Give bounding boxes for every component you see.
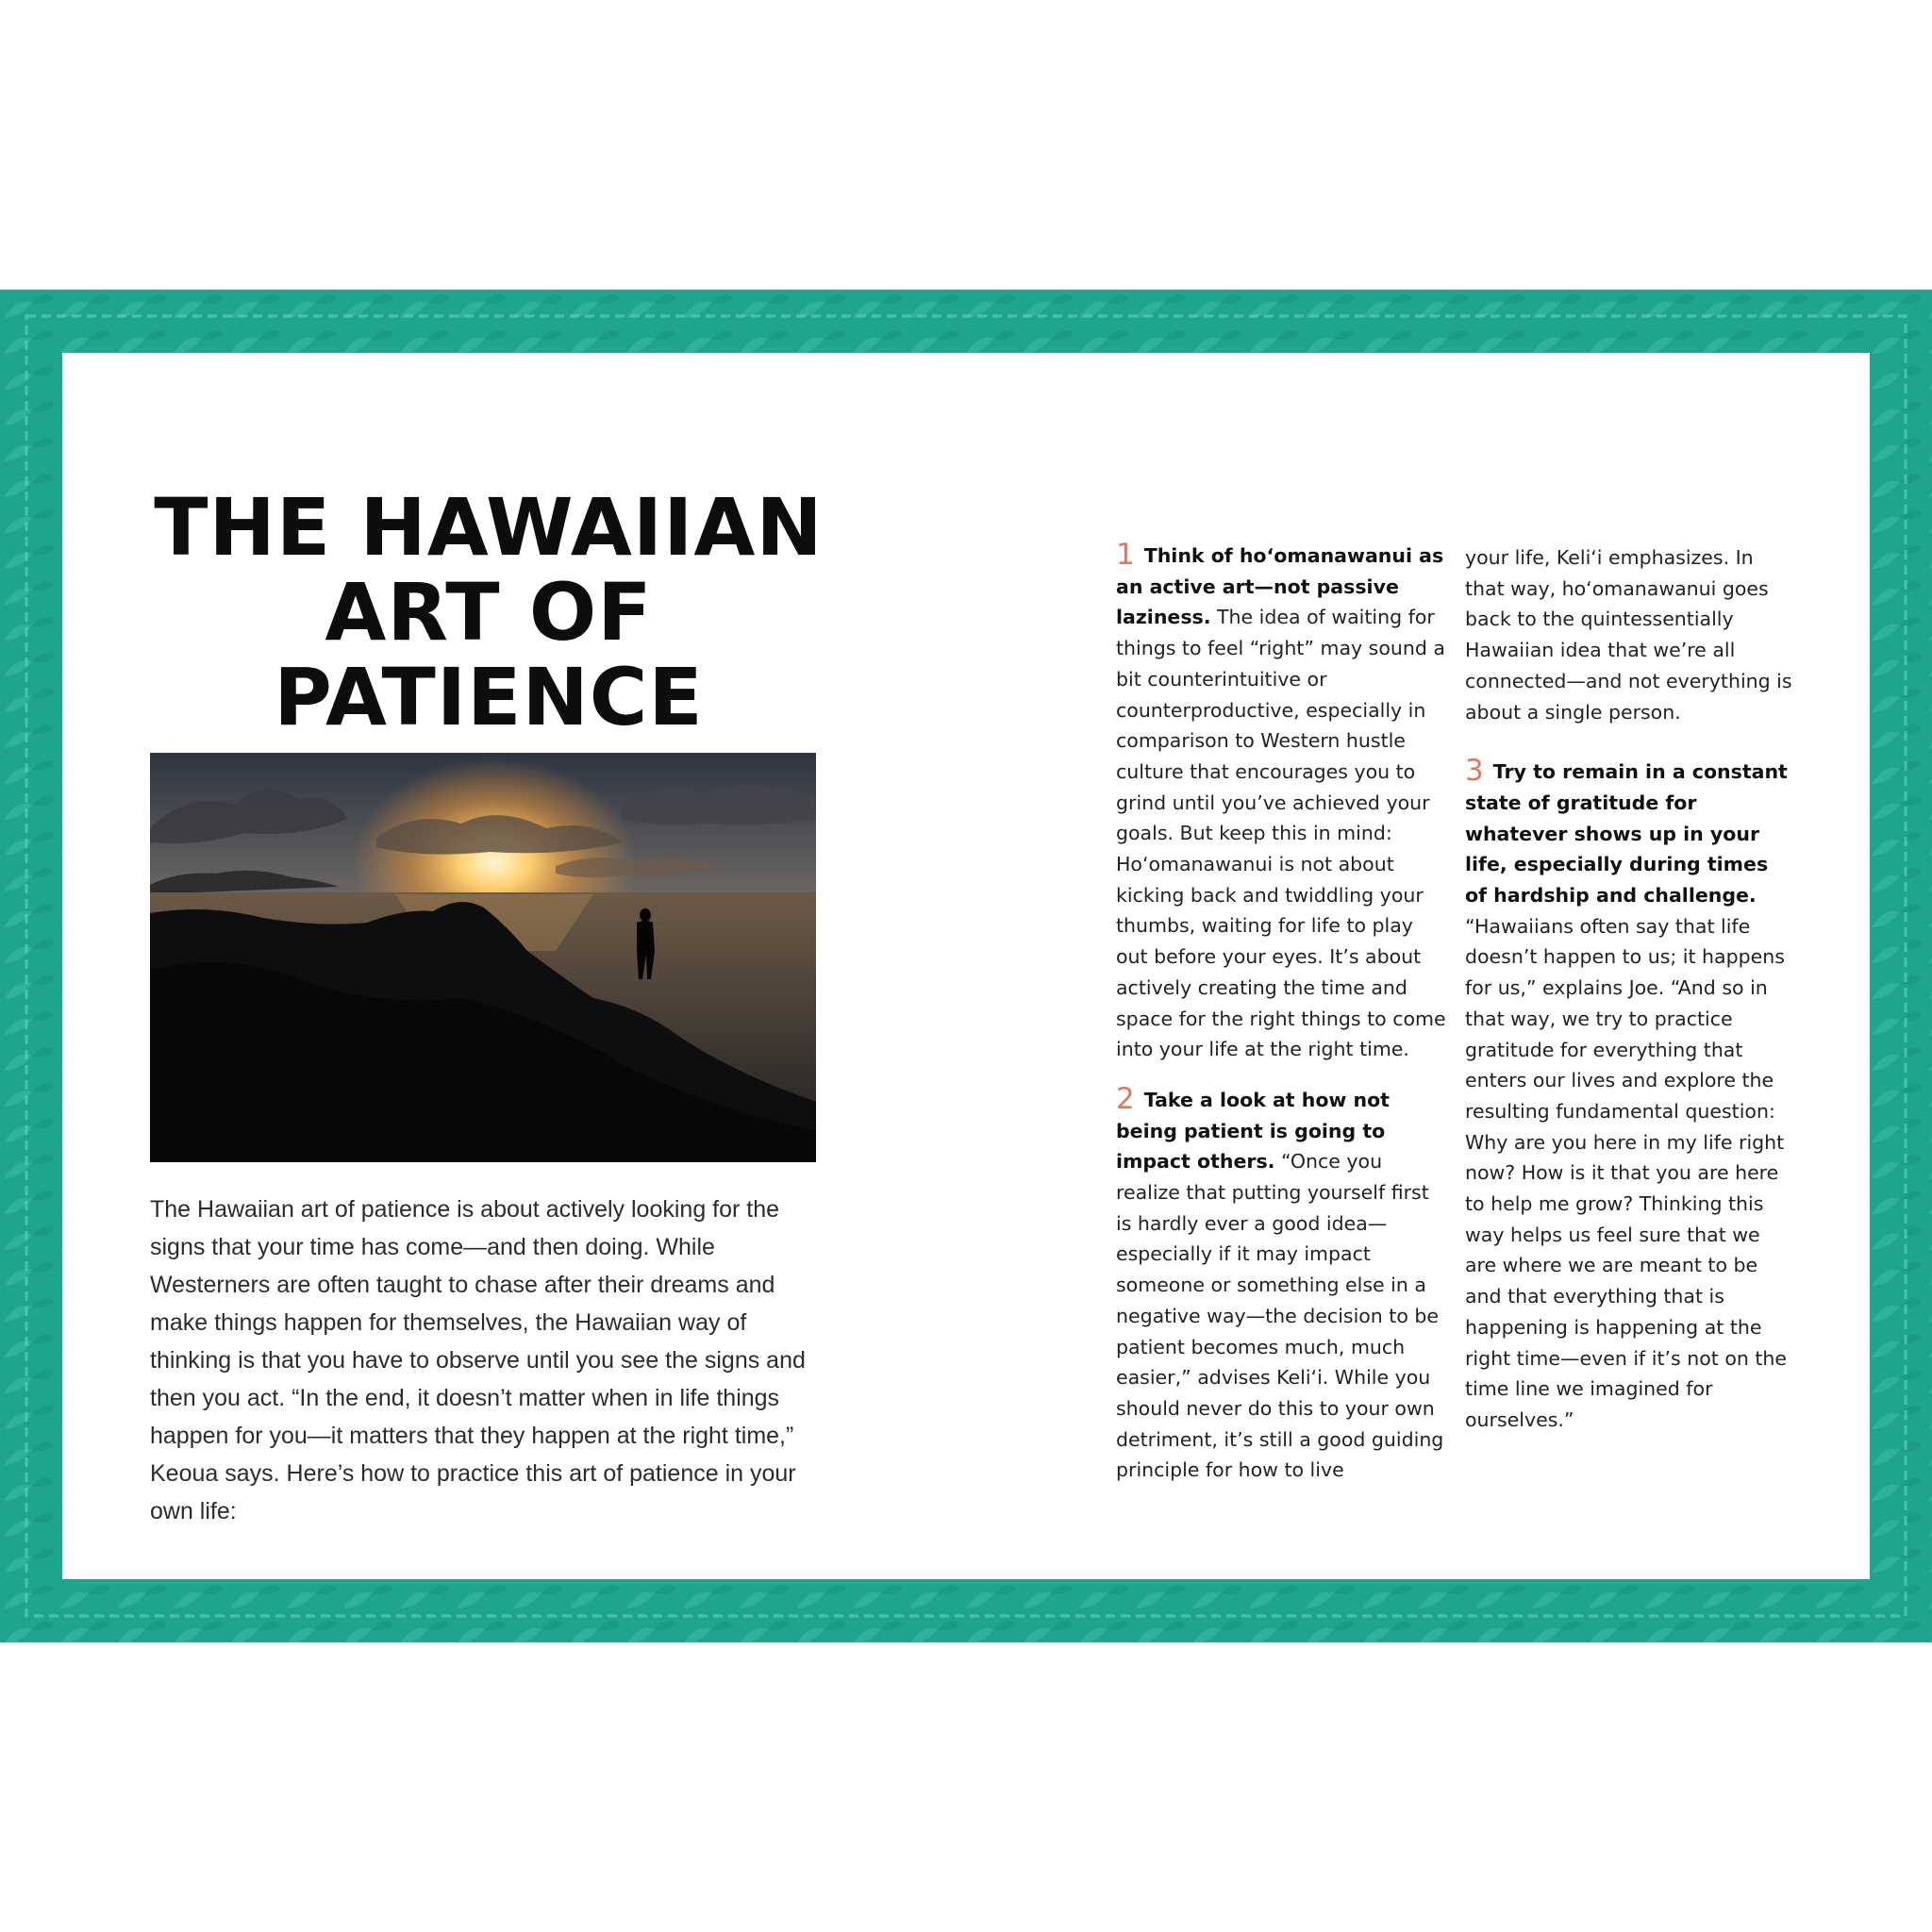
page-title xyxy=(149,481,828,743)
intro-paragraph: The Hawaiian art of patience is about actively looking for the signs that your time has come—and then doing. While Westerners are often taught to chase after their dreams and make things happen for themselves, the Hawaiian way of thinking is that you have to observe until you see the signs and then you act. “In the end, it doesn’t matter when in life things happen for you—it matters that they happen at the right time,” Keoua says. Here’s how to practice this art of patience in your own life: xyxy=(150,1196,806,1524)
tip-lead: Think of hoʻomanawanui as an active art—not passive laziness. xyxy=(1116,544,1444,629)
tip-body: “Once you realize that putting yourself first is hardly ever a good idea—especially if it may impact someone or something else in a negative way—the decision to be patient becomes much, much easier,” advises Keliʻi. While you should never do this to your own detriment, it’s still a good guiding principle for how to live xyxy=(1116,1150,1444,1482)
tip-lead: Take a look at how not being patient is going to impact others. xyxy=(1116,1088,1390,1174)
tip-number: 2 xyxy=(1116,1081,1135,1116)
teal-patterned-border xyxy=(0,290,1932,1642)
tips-column-1 xyxy=(1116,540,1446,1505)
title-line-1: THE HAWAIIAN xyxy=(154,481,824,574)
tip-2 xyxy=(1116,1081,1446,1486)
tip-1 xyxy=(1116,540,1446,1065)
tip-lead: Try to remain in a constant state of gratitude for whatever shows up in your life, especially during times of hardship and challenge. xyxy=(1465,760,1788,908)
tips-column-2 xyxy=(1465,542,1795,1455)
sunset-photo xyxy=(150,753,816,1162)
tip-2-continued: your life, Keliʻi emphasizes. In that way, hoʻomanawanui goes back to the quintessentially Hawaiian idea that we’re all connected—and not everything is about a single person. xyxy=(1465,546,1792,724)
tip-body: The idea of waiting for things to feel “right” may sound a bit counterintuitive or counterproductive, especially in comparison to Western hustle culture that encourages you to grind until you’ve achieved your goals. But keep this in mind: Hoʻomanawanui is not about kicking back and twiddling your thumbs, waiting for life to play out before your eyes. It’s about actively creating the time and space for the right things to come into your life at the right time. xyxy=(1116,606,1446,1061)
tip-body: “Hawaiians often say that life doesn’t happen to us; it happens for us,” explains Joe. “And so in that way, we try to practice gratitude for everything that enters our lives and explore the resulting fundamental question: Why are you here in my life right now? How is it that you are here to help me grow? Thinking this way helps us feel sure that we are where we are meant to be and that everything that is happening is happening at the right time—even if it’s not on the time line we imagined for ourselves.” xyxy=(1465,914,1788,1431)
tip-number: 3 xyxy=(1465,754,1484,789)
tip-number: 1 xyxy=(1116,538,1135,572)
tip-3 xyxy=(1465,756,1795,1435)
title-line-2: ART OF PATIENCE xyxy=(274,566,704,743)
book-page-spread xyxy=(62,353,1870,1579)
